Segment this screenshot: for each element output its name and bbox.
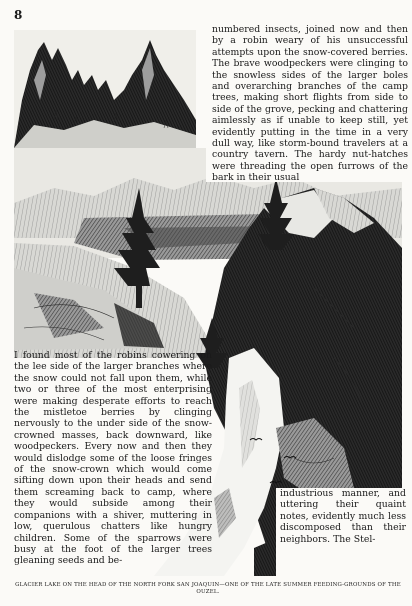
text-column-left bbox=[14, 350, 212, 567]
text-column-bottom-right bbox=[276, 488, 406, 578]
paragraph-left: I found most of the robins cowering on the lee side of the larger branches where the snow could not fall upon them, while two or three of the most enterprising were making desperate efforts to reach the mistletoe berries by clinging nervously to the under side of the snow-crowned masses, back downward, like woodpeckers. Every now and then they would dislodge some of the loose fringes of the snow-crown which would come sifting down upon their heads and send them screaming back to camp, where they would subside among their companions with a shiver, muttering in low, querulous chatters like hungry children. Some of the sparrows were busy at the foot of the larger trees gleaning seeds and be- bbox=[14, 350, 212, 567]
paragraph-top-right: numbered insects, joined now and then by a robin weary of his unsuccessful attempts upon the snow-covered berries. The brave woodpeckers were clinging to the snowless sides of the larger boles and overarching branches of the camp trees, making short flights from side to side of the grove, pecking and chattering aimlessly as if unable to keep still, yet evidently putting in the time in a very dull way, like storm-bound travelers at a country tavern. The hardy nut-hatches were threading the open furrows of the bark in their usual bbox=[212, 24, 408, 184]
mountain-peaks-inset bbox=[14, 30, 196, 148]
paragraph-bottom-right: industrious manner, and uttering their quaint notes, evidently much less discomposed than their neighbors. The Stel- bbox=[280, 488, 406, 545]
text-column-top-right bbox=[206, 22, 408, 182]
page-number: 8 bbox=[14, 8, 23, 22]
illustration-caption: GLACIER LAKE ON THE HEAD OF THE NORTH FORK SAN JOAQUIN—ONE OF THE LATE SUMMER FEEDING-GROUNDS OF THE OUZEL. bbox=[15, 582, 401, 595]
